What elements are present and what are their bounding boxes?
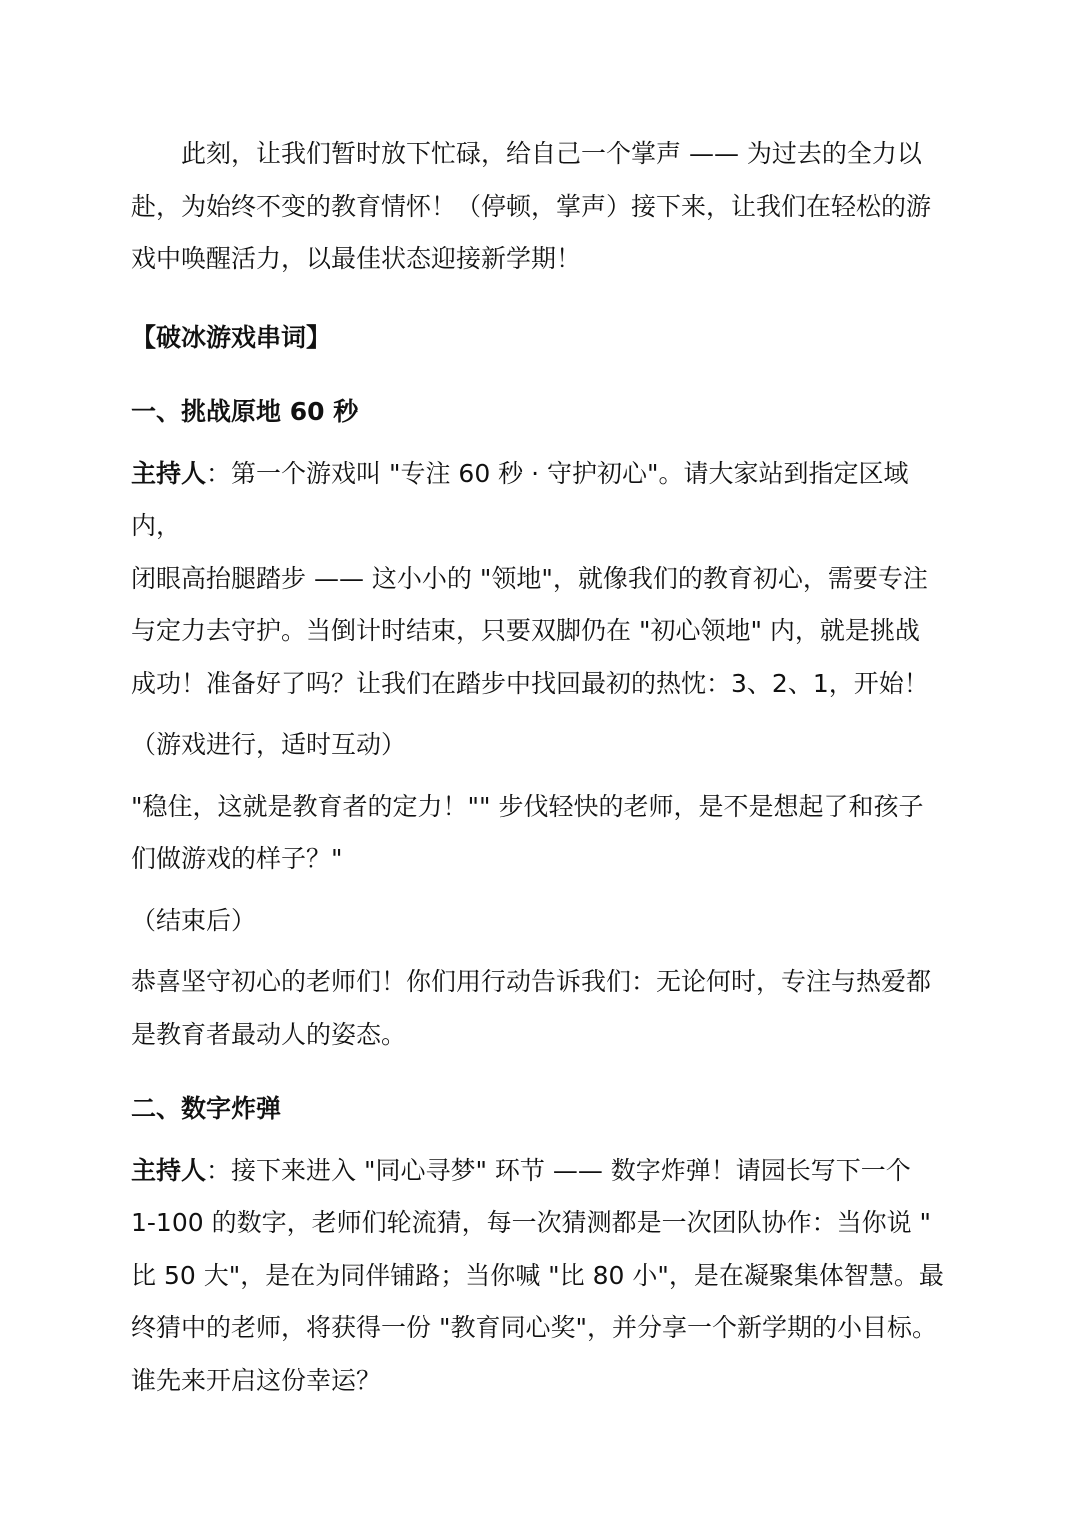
game1-host-text: ：第一个游戏叫 "专注 60 秒 · 守护初心"。请大家站到指定区域内， 闭眼高抬腿踏步 —— 这小小的 "领地"，就像我们的教育初心，需要专注 与定力去守护。当倒计时结束，只要双脚仍在 "初心领地" 内，就是挑战 成功！准备好了吗？让我们在踏步中找回最初的热忱：3、2、1，开始！: [131, 458, 929, 698]
host-label: 主持人: [131, 458, 207, 488]
game1-quote: "稳住，这就是教育者的定力！"" 步伐轻快的老师，是不是想起了和孩子 们做游戏的样子？": [131, 791, 924, 873]
game2-heading: 二、数字炸弹: [131, 1094, 282, 1123]
game2-host-text: ：接下来进入 "同心寻梦" 环节 —— 数字炸弹！请园长写下一个 1-100 的数字，老师们轮流猜，每一次猜测都是一次团队协作：当你说 " 比 50 大"，是在为同伴铺路；当你喊 "比 80 小"，是在凝聚集体智慧。最 终猜中的老师，将获得一份 "教育同心奖"，并分享一个新学期的小目标。 谁先来开启这份幸运？: [131, 1155, 944, 1395]
intro-paragraph: 此刻，让我们暂时放下忙碌，给自己一个掌声 —— 为过去的全力以 赴，为始终不变的教育情怀！（停顿，掌声）接下来，让我们在轻松的游 戏中唤醒活力，以最佳状态迎接新学期！: [131, 139, 932, 273]
host-label: 主持人: [131, 1155, 207, 1185]
section-title: 【破冰游戏串词】: [131, 322, 332, 352]
game2-host-paragraph: [131, 1145, 951, 1408]
game1-heading: 一、挑战原地 60 秒: [131, 397, 359, 426]
game1-closing: 恭喜坚守初心的老师们！你们用行动告诉我们：无论何时，专注与热爱都 是教育者最动人的姿态。: [131, 967, 932, 1049]
game1-host-paragraph: [131, 448, 951, 711]
game1-note-after: （结束后）: [131, 905, 257, 935]
game1-note-interaction: （游戏进行，适时互动）: [131, 730, 407, 759]
document-page: [131, 128, 951, 1407]
